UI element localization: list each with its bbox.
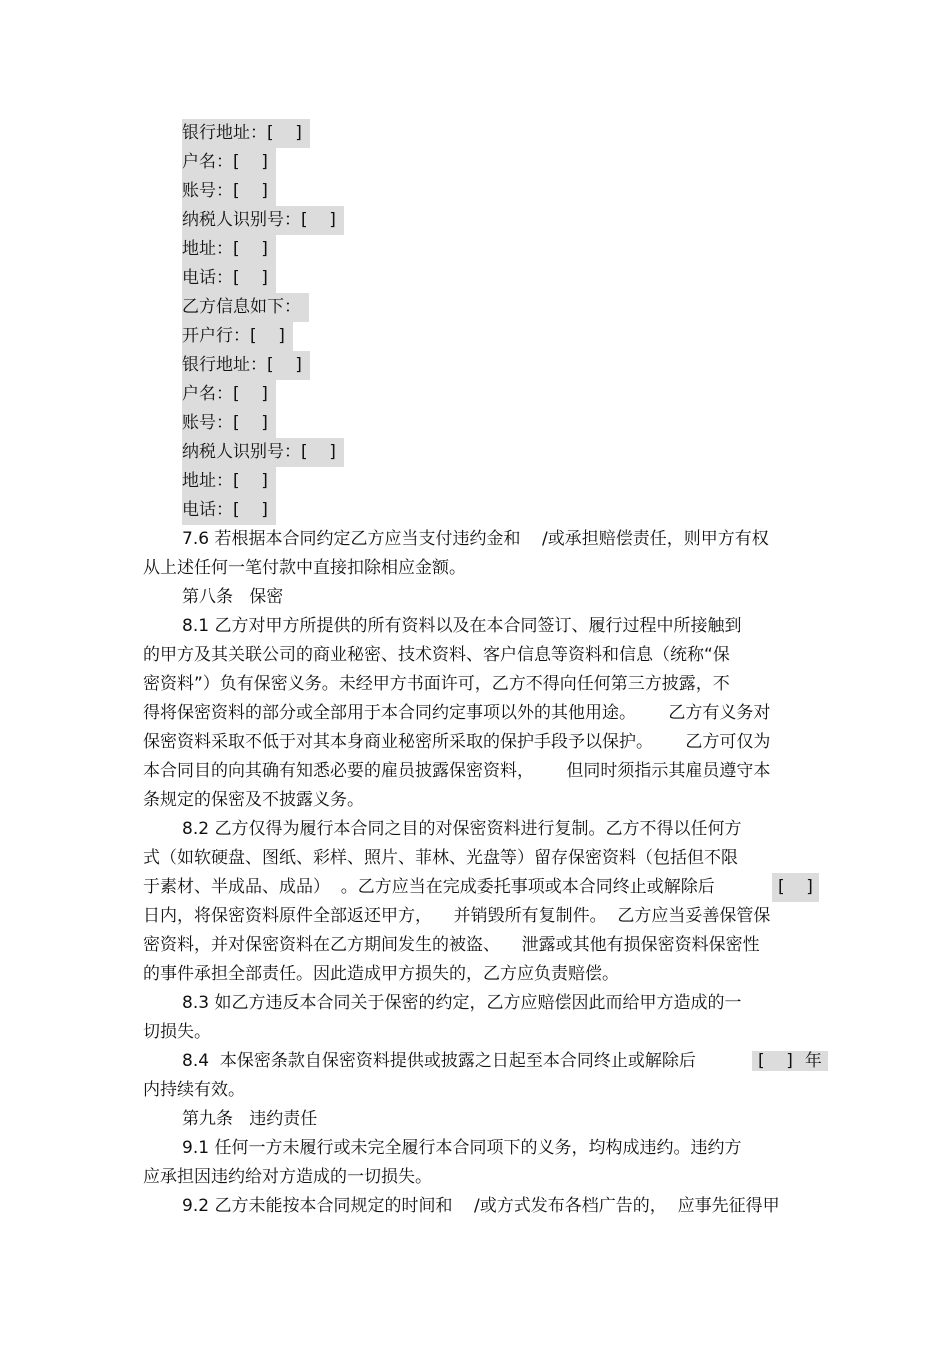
clause-9-1-line-1: 9.1 任何一方未履行或未完全履行本合同项下的义务，均构成违约。违约方 <box>182 1138 742 1158</box>
clause-8-4-line-1: 8.4 本保密条款自保密资料提供或披露之日起至本合同终止或解除后 <box>182 1051 696 1071</box>
blank-days: [ ] <box>772 873 819 902</box>
party-b-info-heading: 乙方信息如下： <box>182 293 309 322</box>
field-address-a: 地址：[ ] <box>182 235 276 264</box>
clause-8-3-line-2: 切损失。 <box>143 1022 211 1042</box>
field-tax-id-b: 纳税人识别号：[ ] <box>182 438 344 467</box>
clause-7-6-line-2: 从上述任何一笔付款中直接扣除相应金额。 <box>143 558 466 578</box>
clause-8-2-line-1: 8.2 乙方仅得为履行本合同之目的对保密资料进行复制。乙方不得以任何方 <box>182 819 742 839</box>
clause-8-1-line-2: 的甲方及其关联公司的商业秘密、技术资料、客户信息等资料和信息（统称“保 <box>143 645 730 665</box>
field-account-name-a: 户名：[ ] <box>182 148 276 177</box>
clause-8-4-line-2: 内持续有效。 <box>143 1080 245 1100</box>
field-bank-b: 开户行：[ ] <box>182 322 293 351</box>
clause-8-1-line-5: 保密资料采取不低于对其本身商业秘密所采取的保护手段予以保护。 乙方可仅为 <box>143 732 771 752</box>
clause-8-2-line-2: 式（如软硬盘、图纸、彩样、照片、菲林、光盘等）留存保密资料（包括但不限 <box>143 848 738 868</box>
field-account-number-a: 账号：[ ] <box>182 177 276 206</box>
clause-8-2-line-3: 于素材、半成品、成品） 。乙方应当在完成委托事项或本合同终止或解除后 <box>143 877 715 897</box>
article-9-heading: 第九条 违约责任 <box>182 1109 318 1129</box>
clause-8-1-line-7: 条规定的保密及不披露义务。 <box>143 790 364 810</box>
field-phone-a: 电话：[ ] <box>182 264 276 293</box>
field-bank-address-b: 银行地址：[ ] <box>182 351 310 380</box>
field-tax-id-a: 纳税人识别号：[ ] <box>182 206 344 235</box>
clause-8-1-line-1: 8.1 乙方对甲方所提供的所有资料以及在本合同签订、履行过程中所接触到 <box>182 616 742 636</box>
field-address-b: 地址：[ ] <box>182 467 276 496</box>
clause-8-1-line-4: 得将保密资料的部分或全部用于本合同约定事项以外的其他用途。 乙方有义务对 <box>143 703 771 723</box>
clause-8-2-line-6: 的事件承担全部责任。因此造成甲方损失的，乙方应负责赔偿。 <box>143 964 619 984</box>
article-8-heading: 第八条 保密 <box>182 587 284 607</box>
clause-8-1-line-6: 本合同目的向其确有知悉必要的雇员披露保密资料， 但同时须指示其雇员遵守本 <box>143 761 771 781</box>
clause-9-2-line-1: 9.2 乙方未能按本合同规定的时间和 /或方式发布各档广告的， 应事先征得甲 <box>182 1196 780 1216</box>
clause-8-2-line-5: 密资料，并对保密资料在乙方期间发生的被盗、 泄露或其他有损保密资料保密性 <box>143 935 760 955</box>
field-account-number-b: 账号：[ ] <box>182 409 276 438</box>
field-phone-b: 电话：[ ] <box>182 496 276 525</box>
field-bank-address-a: 银行地址：[ ] <box>182 119 310 148</box>
clause-8-3-line-1: 8.3 如乙方违反本合同关于保密的约定，乙方应赔偿因此而给甲方造成的一 <box>182 993 742 1013</box>
blank-years: [ ] 年 <box>752 1047 828 1076</box>
clause-9-1-line-2: 应承担因违约给对方造成的一切损失。 <box>143 1167 432 1187</box>
year-unit: 年 <box>799 1051 828 1071</box>
clause-8-2-line-4: 日内，将保密资料原件全部返还甲方， 并销毁所有复制件。 乙方应当妥善保管保 <box>143 906 771 926</box>
field-account-name-b: 户名：[ ] <box>182 380 276 409</box>
clause-7-6-line-1: 7.6 若根据本合同约定乙方应当支付违约金和 /或承担赔偿责任，则甲方有权 <box>182 529 769 549</box>
clause-8-1-line-3: 密资料”）负有保密义务。未经甲方书面许可，乙方不得向任何第三方披露，不 <box>143 674 730 694</box>
